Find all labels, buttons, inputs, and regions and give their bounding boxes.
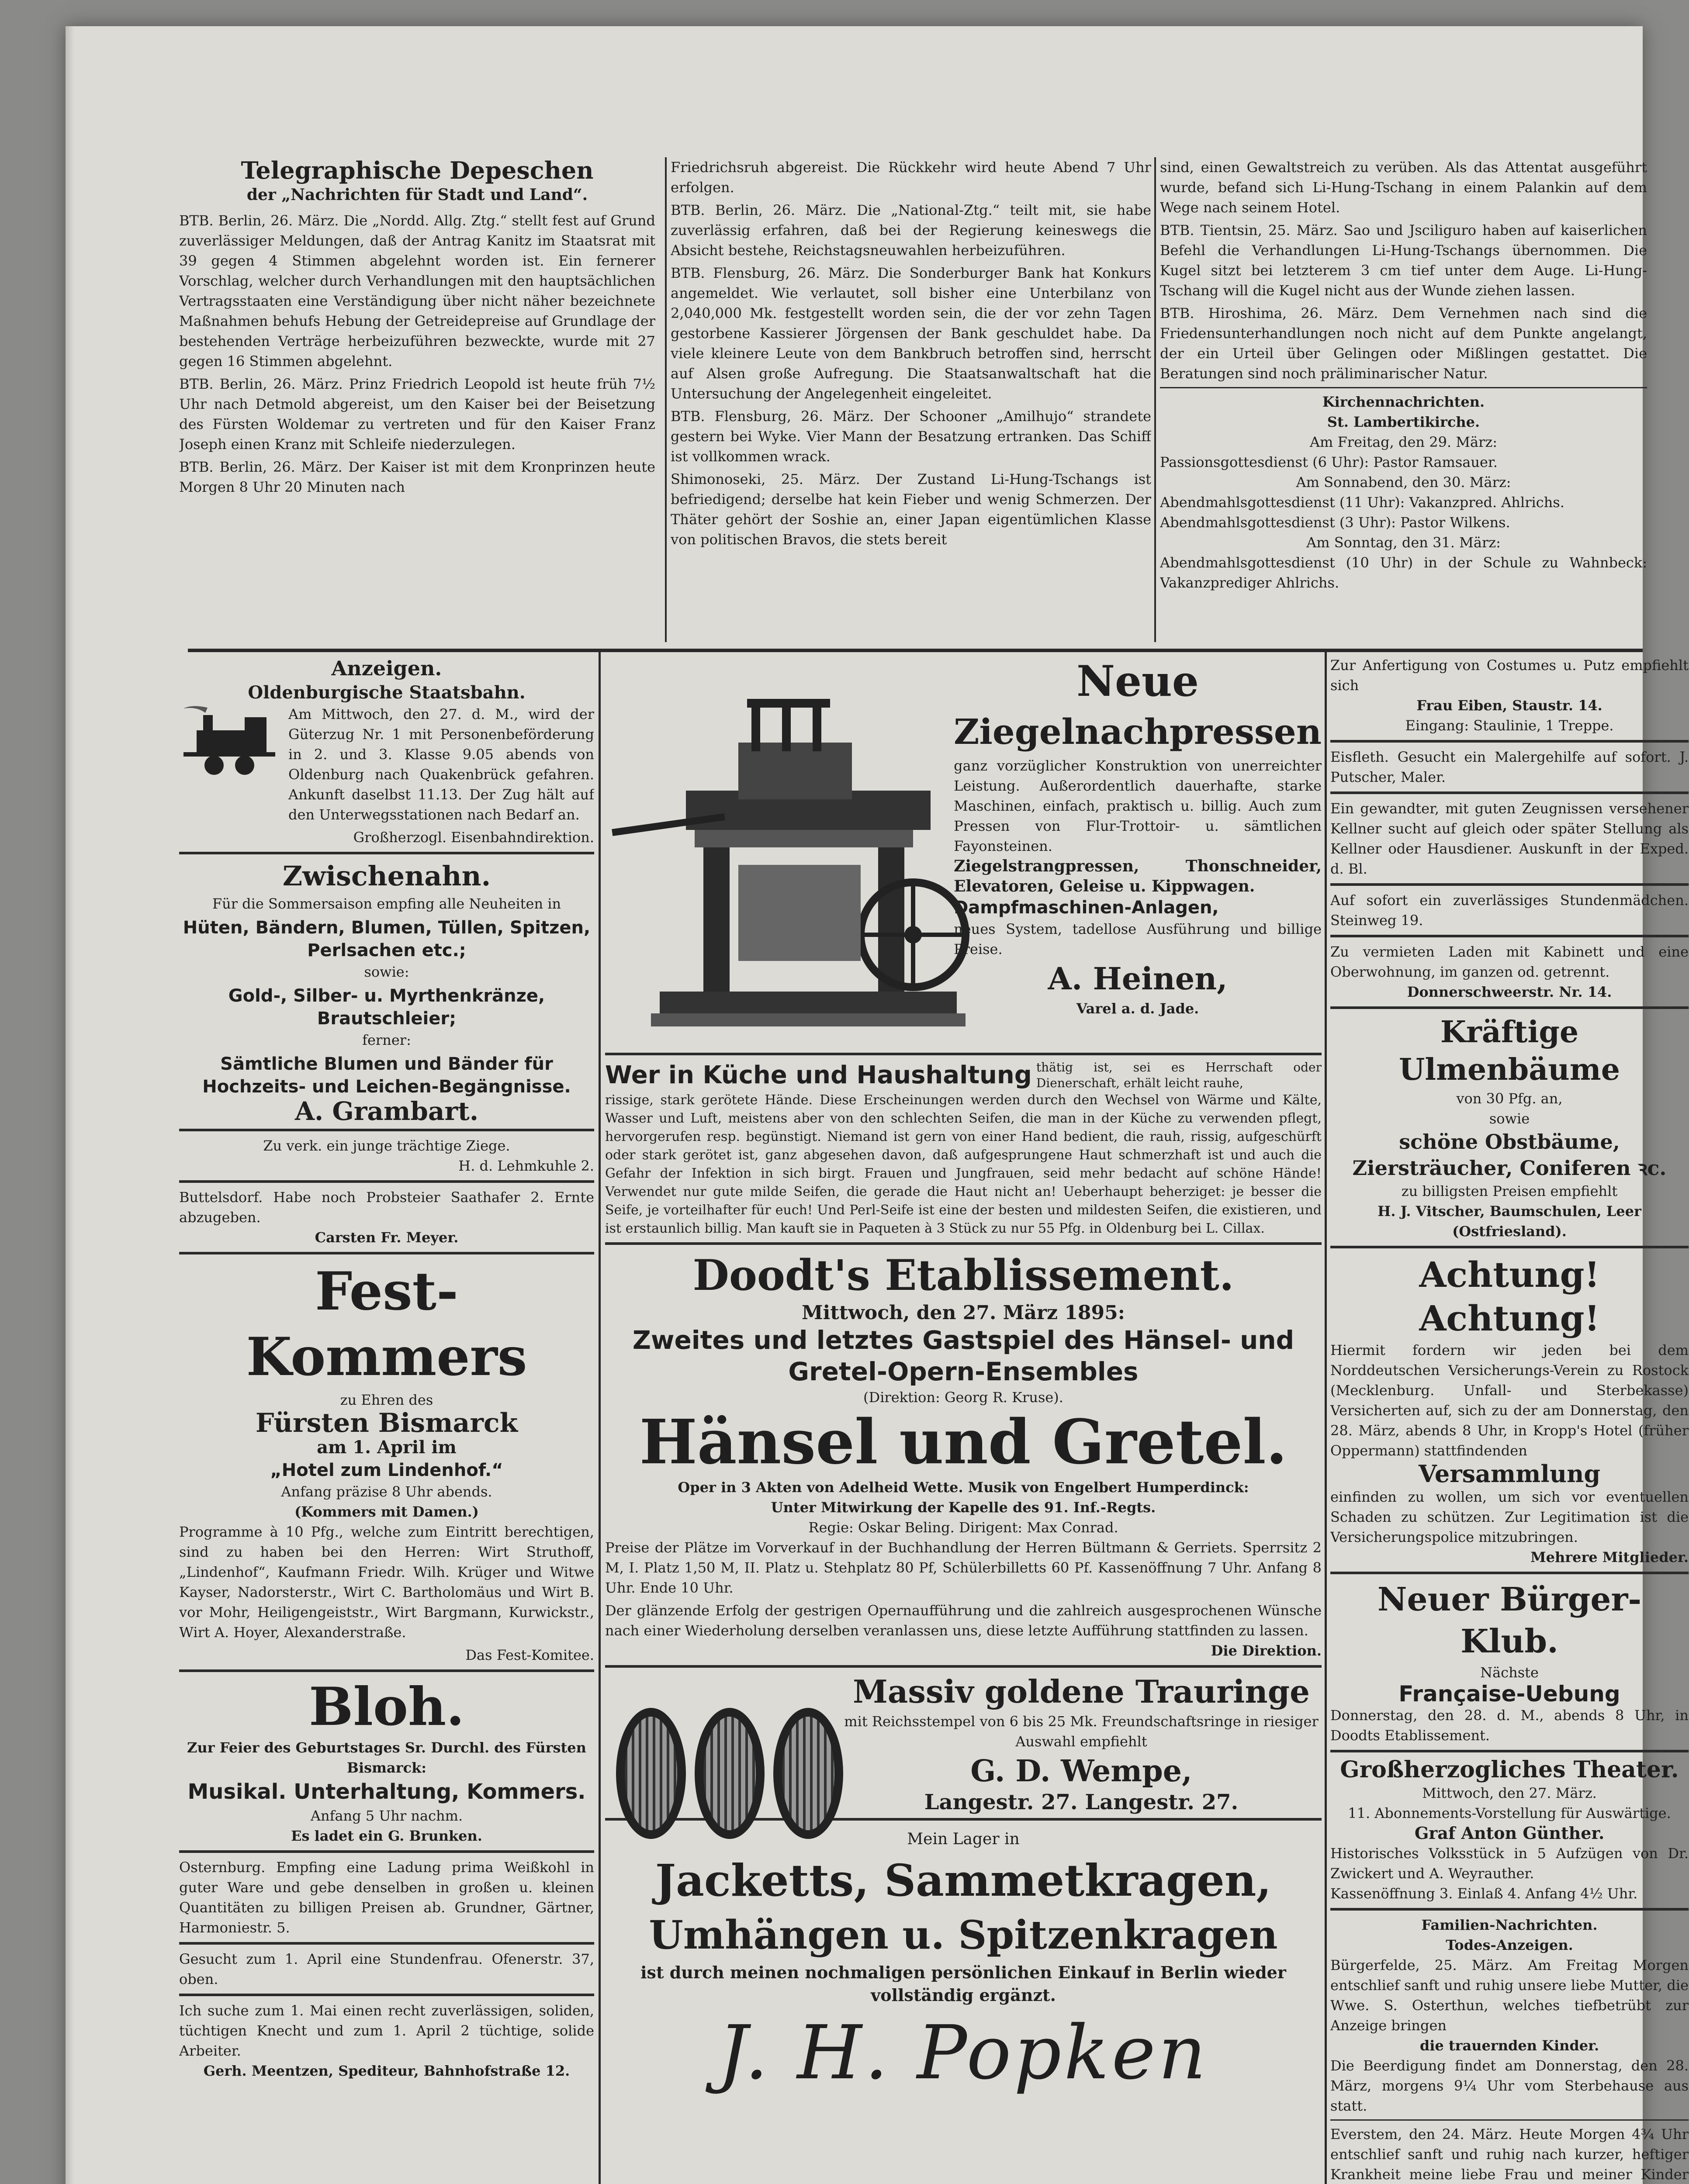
ad-text: Eisfleth. Gesucht ein Malergehilfe auf sofort. J. Putscher, Maler. <box>1330 749 1689 785</box>
ad-text-large: Fürsten Bismarck <box>255 1408 518 1438</box>
dispatch-paragraph: BTB. Berlin, 26. März. Die „Nordd. Allg. Ztg.“ stellt fest auf Grund zuverlässiger Meldungen, daß der Antrag Kanitz im Staatsrat mit 39 gegen 4 Stimmen abgelehnt worden ist. Ein fernerer Vorschlag, welcher durch Verhandlungen mit den hauptsächlichen Vertragsstaaten eine Verständigung über nicht näher bezeichnete Maßnahmen behufs Hebung der Getreidepreise auf Grundlage der bestehenden Verträge herbeizuführen bezweckte, wurde mit 27 gegen 16 Stimmen abgelehnt. <box>179 212 655 370</box>
church-date: Am Sonnabend, den 30. März: <box>1296 474 1511 491</box>
ad-text: Osternburg. Empfing eine Ladung prima Weißkohl in guter Ware und gebe denselben in großen u. kleinen Quantitäten zu billigen Preisen ab. Grundner, Gärtner, Harmoniestr. 5. <box>179 1859 594 1936</box>
advertiser-name: Carsten Fr. Meyer. <box>315 1229 459 1246</box>
ads-left-column <box>179 655 594 2184</box>
ad-text: mit Reichsstempel von 6 bis 25 Mk. Freundschaftsringe in riesiger Auswahl empfiehlt <box>844 1713 1319 1750</box>
ad-text: Gesucht zum 1. April eine Stundenfrau. Ofenerstr. 37, oben. <box>179 1951 594 1987</box>
advertiser-name: H. J. Vitscher, Baumschulen, Leer (Ostfriesland). <box>1378 1203 1641 1240</box>
ad-text: Bürgerfelde, 25. März. Am Freitag Morgen entschlief sanft und ruhig unsere liebe Mutter, die Wwe. S. Osterthun, welches tiefbetrübt zur Anzeige bringen <box>1330 1957 1689 2034</box>
club-title: Neuer Bürger-Klub. <box>1377 1581 1642 1660</box>
ad-text-large: Française-Uebung <box>1398 1681 1620 1707</box>
ad-address: Langestr. 27. Langestr. 27. <box>924 1790 1239 1814</box>
ad-text: Der glänzende Erfolg der gestrigen Opernaufführung und die zahlreich ausgesprochenen Wünsche nach einer Wiederholung derselben veranlassen uns, diese letzte Aufführung stattfinden zu lassen. <box>605 1602 1322 1639</box>
dispatch-paragraph: BTB. Berlin, 26. März. Der Kaiser ist mit dem Kronprinzen heute Morgen 8 Uhr 20 Minuten nach <box>179 459 655 495</box>
popken-ad-title: Umhängen u. Spitzenkragen <box>649 1912 1278 1958</box>
church-date: Am Sonntag, den 31. März: <box>1306 534 1501 551</box>
ad-text: Zur Anfertigung von Costumes u. Putz empfiehlt sich <box>1330 657 1689 694</box>
ad-text: Kassenöffnung 3. Einlaß 4. Anfang 4½ Uhr. <box>1330 1885 1638 1902</box>
telegram-column-1 <box>179 157 655 646</box>
railway-signature: Großherzogl. Eisenbahndirektion. <box>353 829 594 846</box>
ad-signature: Die Direktion. <box>1211 1642 1322 1659</box>
dispatch-paragraph: BTB. Berlin, 26. März. Die „National-Ztg.“ teilt mit, sie habe zuverlässig erfahren, daß bei der Regierung keineswegs die Absicht bestehe, Reichstagsneuwahlen herbeizuführen. <box>671 202 1151 259</box>
ad-text: sowie <box>1489 1110 1530 1127</box>
ad-text: Oper in 3 Akten von Adelheid Wette. Musik von Engelbert Humperdinck: <box>678 1479 1249 1496</box>
ad-text: neues System, tadellose Ausführung und billige Preise. <box>954 921 1322 957</box>
column-divider <box>665 157 667 642</box>
ad-text-large: am 1. April im <box>317 1437 457 1458</box>
ad-text: Die Beerdigung findet am Donnerstag, den 28. März, morgens 9¼ Uhr vom Sterbehause aus statt. <box>1330 2057 1689 2114</box>
ad-text: rissige, stark gerötete Hände. Diese Erscheinungen werden durch den Wechsel von Wärme und Kälte, Wasser und Luft, meistens aber von den schlechten Seifen, die man in der Küche zu verwenden pflegt, hervorgerufen resp. begünstigt. Niemand ist gern von einer Hand bedient, die rauh, rissig, aufgeschürft oder stark gerötet ist, ganz abgesehen davon, daß aufgesprungene Haut schmerzhaft ist und auch die Gefahr der Infektion in sich birgt. Frauen und Jungfrauen, seid mehr bedacht auf schöne Hände! Verwendet nur gute milde Seifen, die gerade die Haut nicht an! Ueberhaupt beherziget: je besser die Seife, je vorteilhafter für euch! Und Perl-Seife ist eine der besten und mildesten Seifen, die existieren, und ist erstaunlich billig. Man kauft sie in Paqueten à 3 Stück zu nur 55 Pfg. in Oldenburg bei L. Cillax. <box>605 1092 1322 1236</box>
telegram-column-2 <box>671 157 1151 646</box>
ad-text: Zu vermieten Laden mit Kabinett und eine Oberwohnung, im ganzen od. getrennt. <box>1330 943 1689 980</box>
advertiser-name: A. Heinen, <box>1048 961 1228 997</box>
church-service: Abendmahlsgottesdienst (10 Uhr) in der Schule zu Wahnbeck: Vakanzprediger Ahlrichs. <box>1160 554 1647 591</box>
telegram-column-3 <box>1160 157 1647 646</box>
ad-address: Eingang: Staulinie, 1 Treppe. <box>1405 717 1614 734</box>
ad-text: Ein gewandter, mit guten Zeugnissen versehener Kellner sucht auf gleich oder später Stellung als Kellner oder Hausdiener. Auskunft in der Exped. d. Bl. <box>1330 800 1689 877</box>
column-divider <box>1325 651 1327 2184</box>
dispatch-paragraph: Shimonoseki, 25. März. Der Zustand Li-Hung-Tschangs ist befriedigend; derselbe hat kein Fieber und wenig Schmerzen. Der Thäter gehört der Soshie an, einer Japan eigentümlichen Klasse von politischen Bravos, die stets bereit <box>671 471 1151 548</box>
church-date: Am Freitag, den 29. März: <box>1309 434 1498 450</box>
ad-text-large: Hüten, Bändern, Blumen, Tüllen, Spitzen, Perlsachen etc.; <box>183 918 591 961</box>
ad-text-large: Graf Anton Günther. <box>1414 1823 1605 1843</box>
press-ad-title: Neue <box>1076 657 1199 706</box>
ad-text: Anfang präzise 8 Uhr abends. <box>281 1483 492 1500</box>
death-notices-title: Todes-Anzeigen. <box>1446 1937 1573 1953</box>
ad-text: Buttelsdorf. Habe noch Probsteier Saathafer 2. Ernte abzugeben. <box>179 1189 594 1226</box>
family-news-title: Familien-Nachrichten. <box>1421 1917 1598 1933</box>
ad-address: H. d. Lehmkuhle 2. <box>458 1158 594 1174</box>
ad-text-large: Zweites und letztes Gastspiel des Hänsel- und Gretel-Opern-Ensembles <box>632 1325 1294 1386</box>
ad-text: Anfang 5 Uhr nachm. <box>310 1807 463 1824</box>
ring-icon <box>616 1708 686 1839</box>
soap-ad-title: Wer in Küche und Haushaltung <box>605 1061 1032 1089</box>
ads-right-column <box>1330 655 1689 2184</box>
dispatch-paragraph: BTB. Berlin, 26. März. Prinz Friedrich Leopold ist heute früh 7½ Uhr nach Detmold abgereist, um den Kaiser bei der Beisetzung des Fürsten Woldemar zu vertreten und für den Kaiser Franz Joseph einen Kranz mit Schleife niederzulegen. <box>179 376 655 453</box>
rings-ad-title: Massiv goldene Trauringe <box>853 1673 1310 1710</box>
popken-ad-title: Jacketts, Sammetkragen, <box>655 1855 1272 1906</box>
locomotive-icon <box>179 704 284 778</box>
fest-kommers-title: Fest-Kommers <box>246 1261 527 1388</box>
railway-title: Oldenburgische Staatsbahn. <box>248 682 526 703</box>
ad-text: (Kommers mit Damen.) <box>294 1503 479 1520</box>
ad-text: Zu verk. ein junge trächtige Ziege. <box>263 1137 510 1154</box>
ad-text: Mittwoch, den 27. März. <box>1422 1785 1597 1801</box>
ad-text: zu billigsten Preisen empfiehlt <box>1401 1183 1618 1199</box>
ad-text: Ziegelstrangpressen, Thonschneider, Elevatoren, Geleise u. Kippwagen. <box>954 857 1322 895</box>
ad-text: Preise der Plätze im Vorverkauf in der Buchhandlung der Herren Bültmann & Gerriets. Sperrsitz 2 M, I. Platz 1,50 M, II. Platz u. Stehplatz 80 Pf, Schülerbilletts 60 Pf. Kassenöffnung 7 Uhr. Anfang 8 Uhr. Ende 10 Uhr. <box>605 1539 1322 1596</box>
ad-text: 11. Abonnements-Vorstellung für Auswärtige. <box>1348 1805 1671 1821</box>
ad-text: ferner: <box>362 1032 411 1048</box>
church-name: St. Lambertikirche. <box>1327 414 1480 430</box>
ad-text: von 30 Pfg. an, <box>1456 1090 1563 1107</box>
zwischenahn-title: Zwischenahn. <box>282 860 491 892</box>
advertiser-name: Frau Eiben, Staustr. 14. <box>1416 697 1602 714</box>
church-service: Passionsgottesdienst (6 Uhr): Pastor Ramsauer. <box>1160 454 1498 470</box>
ad-text-large: Versammlung <box>1418 1460 1601 1488</box>
ad-text-large: Gold-, Silber- u. Myrthenkränze, Brautschleier; <box>228 986 545 1029</box>
church-news-title: Kirchennachrichten. <box>1322 394 1485 410</box>
column-divider <box>599 651 601 2184</box>
ad-text: ist durch meinen nochmaligen persönlichen Einkauf in Berlin wieder vollständig ergänzt. <box>640 1963 1286 2005</box>
telegram-subtitle: der „Nachrichten für Stadt und Land“. <box>246 186 588 204</box>
page-fold <box>66 26 74 2184</box>
ad-text: (Direktion: Georg R. Kruse). <box>863 1389 1063 1406</box>
ad-text-large: Musikal. Unterhaltung, Kommers. <box>187 1780 586 1804</box>
ad-text: ganz vorzüglicher Konstruktion von unerreichter Leistung. Außerordentlich dauerhafte, starke Maschinen, einfach, praktisch u. billig. Auch zum Pressen von Flur-Trottoir- u. sämtlichen Fayonsteinen. <box>954 757 1322 854</box>
newspaper-page <box>66 26 1689 2184</box>
brick-press-illustration <box>607 690 1000 1048</box>
ad-text: zu Ehren des <box>340 1392 433 1408</box>
column-divider <box>1154 157 1156 642</box>
ad-text-large: „Hotel zum Lindenhof.“ <box>270 1460 503 1480</box>
dispatch-paragraph: Friedrichsruh abgereist. Die Rückkehr wird heute Abend 7 Uhr erfolgen. <box>671 159 1151 196</box>
ad-text: Auf sofort ein zuverlässiges Stundenmädchen. Steinweg 19. <box>1330 892 1689 929</box>
ad-text: Donnerstag, den 28. d. M., abends 8 Uhr, in Doodts Etablissement. <box>1330 1707 1689 1744</box>
ad-text: Ich suche zum 1. Mai einen recht zuverlässigen, soliden, tüchtigen Knecht und zum 1. April 2 tüchtige, solide Arbeiter. <box>179 2002 594 2059</box>
ad-text: Zur Feier des Geburtstages Sr. Durchl. des Fürsten Bismarck: <box>187 1739 586 1776</box>
ad-address: Donnerschweerstr. Nr. 14. <box>1407 984 1612 1000</box>
ad-text: Programme à 10 Pfg., welche zum Eintritt berechtigen, sind zu haben bei den Herren: Wirt Struthoff, „Lindenhof“, Kaufmann Friedr. Wilh. Krüger und Witwe Kayser, Nadorsterstr., Wirt C. Bartholomäus und Wirt B. vor Mohr, Heiligengeiststr., Wirt Bargmann, Kurwickstr., Wirt A. Hoyer, Alexanderstraße. <box>179 1524 594 1641</box>
ad-signature: Das Fest-Komitee. <box>465 1647 594 1663</box>
opera-title: Hänsel und Gretel. <box>639 1406 1288 1478</box>
ad-text: Nächste <box>1480 1664 1539 1681</box>
ad-text: Unter Mitwirkung der Kapelle des 91. Inf.-Regts. <box>771 1499 1156 1516</box>
ad-text-large: Sämtliche Blumen und Bänder für Hochzeits- und Leichen-Begängnisse. <box>202 1054 571 1097</box>
ad-signature: Mehrere Mitglieder. <box>1530 1549 1689 1565</box>
ad-text: thätig ist, sei es Herrschaft oder Dienerschaft, erhält leicht rauhe, <box>1036 1060 1322 1090</box>
church-service: Abendmahlsgottesdienst (11 Uhr): Vakanzpred. Ahlrichs. <box>1160 494 1564 511</box>
ad-text: Für die Sommersaison empfing alle Neuheiten in <box>212 895 561 912</box>
press-ad-title: Ziegelnachpressen <box>954 711 1322 752</box>
dispatch-paragraph: sind, einen Gewaltstreich zu verüben. Als das Attentat ausgeführt wurde, befand sich Li-Hung-Tschang in einem Palankin auf dem Wege nach seinem Hotel. <box>1160 159 1647 216</box>
section-rule <box>188 649 1643 652</box>
ring-icon <box>695 1708 765 1839</box>
ad-address: Varel a. d. Jade. <box>1076 1000 1199 1017</box>
ad-signature: die trauernden Kinder. <box>1419 2037 1599 2054</box>
ad-text-large: Mittwoch, den 27. März 1895: <box>801 1302 1125 1324</box>
ad-text: sowie: <box>364 964 409 980</box>
theater-title: Großherzogliches Theater. <box>1340 1756 1679 1783</box>
ad-signature: Gerh. Meentzen, Spediteur, Bahnhofstraße 12. <box>203 2063 570 2079</box>
dispatch-paragraph: BTB. Flensburg, 26. März. Der Schooner „Amilhujo“ strandete gestern bei Wyke. Vier Mann der Besatzung ertranken. Das Schiff ist vollkommen wrack. <box>671 408 1151 465</box>
dispatch-paragraph: BTB. Tientsin, 25. März. Sao und Jsciliguro haben auf kaiserlichen Befehl die Verhandlungen Li-Hung-Tschangs übernommen. Die Kugel sitzt bei letzterem 3 cm tief unter dem Auge. Li-Hung-Tschang will die Kugel nicht aus der Wunde ziehen lassen. <box>1160 222 1647 299</box>
doodt-title: Doodt's Etablissement. <box>692 1251 1234 1300</box>
dispatch-paragraph: BTB. Hiroshima, 26. März. Dem Vernehmen nach sind die Friedensunterhandlungen noch nicht auf dem Punkte angelangt, der ein Urteil über Gelingen oder Mißlingen gestattet. Die Beratungen sind noch präliminarischer Natur. <box>1160 305 1647 382</box>
ad-text-large: schöne Obstbäume, Ziersträucher, Coniferen ꝛc. <box>1352 1130 1667 1180</box>
telegram-title: Telegraphische Depeschen <box>241 157 594 184</box>
trees-ad-title: Kräftige Ulmenbäume <box>1398 1015 1620 1087</box>
ad-text: Mein Lager in <box>907 1830 1020 1848</box>
ad-text: Historisches Volksstück in 5 Aufzügen von Dr. Zwickert und A. Weyrauther. <box>1330 1845 1689 1882</box>
ad-text: Hiermit fordern wir jeden bei dem Norddeutschen Versicherungs-Verein zu Rostock (Mecklenburg. Unfall- und Sterbekasse) Versicherten auf, sich zu der am Donnerstag, den 28. März, abends 8 Uhr, in Kropp's Hotel (früher Oppermann) stattfindenden <box>1330 1342 1689 1459</box>
church-service: Abendmahlsgottesdienst (3 Uhr): Pastor Wilkens. <box>1160 514 1510 531</box>
achtung-title: Achtung! Achtung! <box>1419 1254 1600 1339</box>
ad-text: Regie: Oskar Beling. Dirigent: Max Conrad. <box>808 1519 1118 1536</box>
dispatch-paragraph: BTB. Flensburg, 26. März. Die Sonderburger Bank hat Konkurs angemeldet. Wie verlautet, soll bisher eine Unterbilanz von 2,040,000 Mk. festgestellt worden sein, die der vor zehn Tagen gestorbene Kassierer Jörgensen der Bank geschuldet habe. Da viele kleinere Leute von dem Bankbruch betroffen sind, herrscht auf Alsen große Aufregung. Die Staatsanwaltschaft hat die Untersuchung der Angelegenheit eingeleitet. <box>671 265 1151 402</box>
ads-heading: Anzeigen. <box>331 657 442 680</box>
ring-icon <box>773 1708 843 1839</box>
ad-text: Everstem, den 24. März. Heute Morgen 4¾ Uhr entschlief sanft und ruhig nach kurzer, heftiger Krankheit meine liebe Frau und meiner Kinder <box>1330 2126 1689 2183</box>
ad-text: einfinden zu wollen, um sich vor eventuellen Schaden zu schützen. Zur Legitimation ist die Versicherungspolice mitzubringen. <box>1330 1489 1689 1545</box>
bloh-title: Bloh. <box>308 1676 465 1738</box>
advertiser-name: G. D. Wempe, <box>970 1754 1192 1789</box>
ad-text-large: Dampfmaschinen-Anlagen, <box>954 898 1219 918</box>
advertiser-name: A. Grambart. <box>294 1096 479 1126</box>
ad-signature: Es ladet ein G. Brunken. <box>291 1828 482 1844</box>
railway-text: Am Mittwoch, den 27. d. M., wird der Güterzug Nr. 1 mit Personenbeförderung in 2. und 3. Klasse 9.05 abends von Oldenburg nach Quakenbrück gefahren. Ankunft daselbst 11.13. Der Zug hält auf den Unterwegsstationen nach Bedarf an. <box>288 706 594 823</box>
popken-signature: J. H. Popken <box>718 2010 1209 2096</box>
